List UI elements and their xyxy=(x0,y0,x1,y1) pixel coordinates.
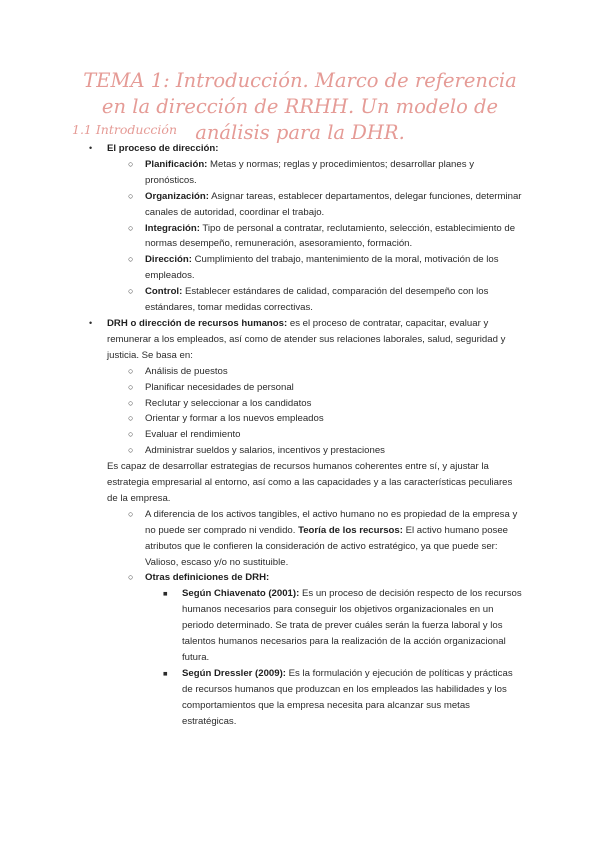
item-text: A diferencia de los activos tangibles, el activo humano no es propiedad de la empresa y no puede ser comprado ni vendido. xyxy=(145,508,518,536)
list-item-basis xyxy=(0,396,600,412)
section-heading: 1.1 Introducción xyxy=(72,122,177,137)
item-text: Es un proceso de decisión respecto de los recursos humanos necesarios para conseguir los objetivos organizacionales en un periodo determinado. Se trata de prever cuáles serán la fuerza laboral y los talentos humanos necesarios para la realización de la acción organizacional futura. xyxy=(182,588,522,663)
term-label: Organización: xyxy=(145,190,209,202)
list-item-direccion xyxy=(0,252,600,284)
list-item-basis xyxy=(0,380,600,396)
item-text: Metas y normas; reglas y procedimientos; desarrollar planes y pronósticos. xyxy=(145,158,474,186)
circle-bullet-icon: ○ xyxy=(128,572,134,583)
circle-bullet-icon: ○ xyxy=(128,413,134,424)
term-label: Teoría de los recursos: xyxy=(298,524,403,536)
document-title: TEMA 1: Introducción. Marco de referencia en la dirección de RRHH. Un modelo de análisis para la DHR. xyxy=(83,69,517,144)
term-label: Integración: xyxy=(145,222,200,234)
item-text: Es la formulación y ejecución de políticas y prácticas de recursos humanos que produzcan en los empleados las habilidades y los comportamientos que la empresa necesita para alcanzar sus metas estratégicas. xyxy=(182,667,513,727)
term-label: Según Dressler (2009): xyxy=(182,667,286,679)
list-item-activo-humano xyxy=(0,507,600,571)
item-text: Orientar y formar a los nuevos empleados xyxy=(145,413,324,425)
item-text: Reclutar y seleccionar a los candidatos xyxy=(145,397,312,409)
term-label: DRH o dirección de recursos humanos: xyxy=(107,317,288,329)
list-item-control xyxy=(0,284,600,316)
item-text: Tipo de personal a contratar, reclutamiento, selección, establecimiento de normas desempeño, remuneración, asesoramiento, formación. xyxy=(145,222,516,250)
list-item-chiavenato xyxy=(0,586,600,666)
circle-bullet-icon: ○ xyxy=(128,286,134,297)
list-item-basis xyxy=(0,364,600,380)
item-text: Planificar necesidades de personal xyxy=(145,381,294,393)
item-text: Análisis de puestos xyxy=(145,365,228,377)
circle-bullet-icon: ○ xyxy=(128,381,134,392)
list-item-dressler xyxy=(0,666,600,730)
list-item-basis xyxy=(0,411,600,427)
item-text: El activo humano posee atributos que le confieren la consideración de activo estratégico, ya que puede ser: Valioso, escaso y/o no sustituible. xyxy=(145,524,509,568)
square-bullet-icon: ■ xyxy=(163,589,168,599)
circle-bullet-icon: ○ xyxy=(128,190,134,201)
term-label: Dirección: xyxy=(145,254,192,266)
item-text: Administrar sueldos y salarios, incentivos y prestaciones xyxy=(145,445,385,457)
circle-bullet-icon: ○ xyxy=(128,365,134,376)
term-label: Control: xyxy=(145,286,183,298)
document-body xyxy=(0,141,600,730)
item-text: Cumplimiento del trabajo, mantenimiento de la moral, motivación de los empleados. xyxy=(145,254,499,282)
term-label: Planificación: xyxy=(145,158,208,170)
item-text: Evaluar el rendimiento xyxy=(145,429,241,441)
list-item-organizacion xyxy=(0,189,600,221)
drh-paragraph: Es capaz de desarrollar estrategias de recursos humanos coherentes entre sí, y ajustar la estrategia empresarial al entorno, así como a las capacidades y a las características peculiares de la empresa. xyxy=(107,461,513,504)
item-text: Asignar tareas, establecer departamentos, delegar funciones, determinar canales de autoridad, coordinar el trabajo. xyxy=(145,190,522,218)
circle-bullet-icon: ○ xyxy=(128,158,134,169)
term-label: Según Chiavenato (2001): xyxy=(182,588,300,600)
item-text: Establecer estándares de calidad, comparación del desempeño con los estándares, tomar medidas correctivas. xyxy=(145,286,489,314)
term-label: Otras definiciones de DRH: xyxy=(145,572,270,584)
list-item-otras-definiciones xyxy=(0,570,600,586)
list-item-drh xyxy=(0,316,600,364)
list-item-basis xyxy=(0,427,600,443)
circle-bullet-icon: ○ xyxy=(128,222,134,233)
circle-bullet-icon: ○ xyxy=(128,397,134,408)
list-item-basis xyxy=(0,443,600,459)
circle-bullet-icon: ○ xyxy=(128,429,134,440)
term-label: El proceso de dirección: xyxy=(107,143,219,154)
bullet-icon: • xyxy=(89,317,93,328)
circle-bullet-icon: ○ xyxy=(128,508,134,519)
bullet-icon: • xyxy=(89,143,93,153)
list-item-integracion xyxy=(0,221,600,253)
list-item-planificacion xyxy=(0,157,600,189)
item-text: es el proceso de contratar, capacitar, evaluar y remunerar a los empleados, así como de atender sus relaciones laborales, salud, seguridad y justicia. Se basa en: xyxy=(107,317,506,361)
circle-bullet-icon: ○ xyxy=(128,254,134,265)
circle-bullet-icon: ○ xyxy=(128,445,134,456)
square-bullet-icon: ■ xyxy=(163,668,168,678)
list-item-proceso xyxy=(0,141,600,157)
